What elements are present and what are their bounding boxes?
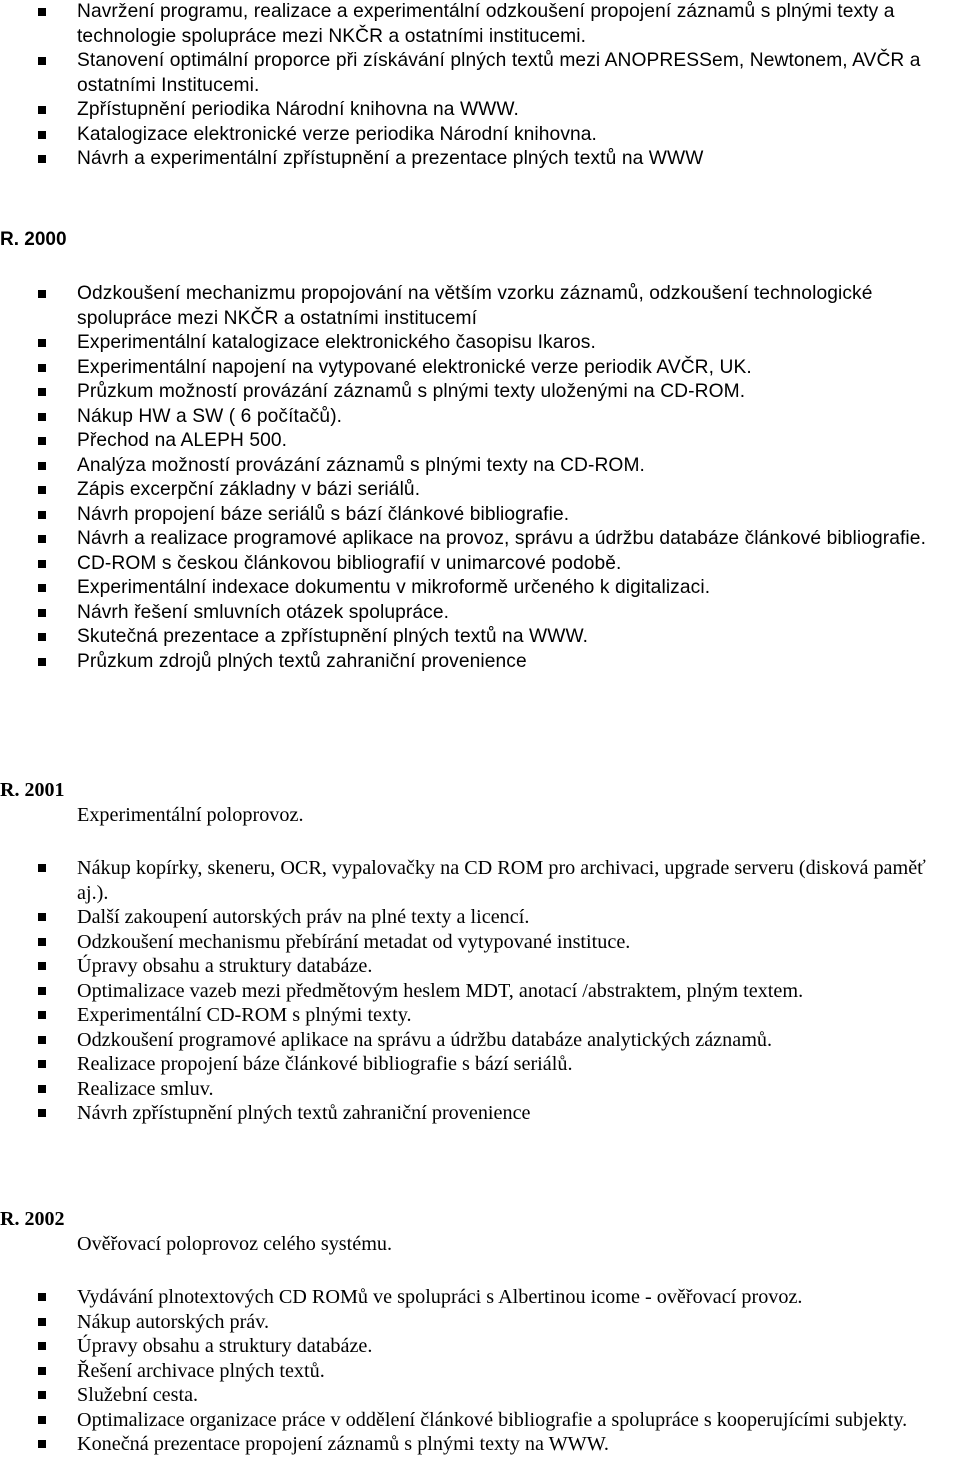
list-item: Návrh zpřístupnění plných textů zahraniční provenience — [0, 1101, 952, 1126]
list-item: Vydávání plnotextových CD ROMů ve spolupráci s Albertinou icome - ověřovací provoz. — [0, 1285, 952, 1310]
list-item: Úpravy obsahu a struktury databáze. — [0, 1334, 952, 1359]
list-item: Zpřístupnění periodika Národní knihovna na WWW. — [0, 98, 952, 123]
list-item: Nákup HW a SW ( 6 počítačů). — [0, 405, 952, 430]
list-item: Odzkoušení programové aplikace na správu a údržbu databáze analytických záznamů. — [0, 1028, 952, 1053]
list-item: Navržení programu, realizace a experimentální odzkoušení propojení záznamů s plnými texty a technologie spolupráce mezi NKČR a ostatními institucemi. — [0, 0, 952, 49]
list-item: Návrh propojení báze seriálů s bází článkové bibliografie. — [0, 503, 952, 528]
section-heading-2000: R. 2000 — [0, 229, 67, 250]
list-item: Analýza možností provázání záznamů s plnými texty na CD-ROM. — [0, 454, 952, 479]
list-item: Úpravy obsahu a struktury databáze. — [0, 954, 952, 979]
list-item: Řešení archivace plných textů. — [0, 1359, 952, 1384]
list-item: Experimentální indexace dokumentu v mikroformě určeného k digitalizaci. — [0, 576, 952, 601]
list-item: Průzkum zdrojů plných textů zahraniční provenience — [0, 650, 952, 675]
list-2001 — [0, 856, 952, 1126]
list-item: Průzkum možností provázání záznamů s plnými texty uloženými na CD-ROM. — [0, 380, 952, 405]
section-subtitle-2001: Experimentální poloprovoz. — [77, 804, 304, 826]
list-item: Přechod na ALEPH 500. — [0, 429, 952, 454]
list-item: Další zakoupení autorských práv na plné texty a licencí. — [0, 905, 952, 930]
list-item: Konečná prezentace propojení záznamů s plnými texty na WWW. — [0, 1432, 952, 1457]
list-item: Návrh řešení smluvních otázek spolupráce. — [0, 601, 952, 626]
list-item: Nákup autorských práv. — [0, 1310, 952, 1335]
intro-list — [0, 0, 952, 172]
list-item: Nákup kopírky, skeneru, OCR, vypalovačky na CD ROM pro archivaci, upgrade serveru (disková paměť aj.). — [0, 856, 952, 905]
list-item: Katalogizace elektronické verze periodika Národní knihovna. — [0, 123, 952, 148]
list-item: Služební cesta. — [0, 1383, 952, 1408]
list-item: Stanovení optimální proporce při získávání plných textů mezi ANOPRESSem, Newtonem, AVČR a ostatními Institucemi. — [0, 49, 952, 98]
list-item: Odzkoušení mechanismu přebírání metadat od vytypované instituce. — [0, 930, 952, 955]
list-item: CD-ROM s českou článkovou bibliografií v unimarcové podobě. — [0, 552, 952, 577]
list-item: Odzkoušení mechanizmu propojování na větším vzorku záznamů, odzkoušení technologické spolupráce mezi NKČR a ostatními institucemí — [0, 282, 952, 331]
list-item: Realizace smluv. — [0, 1077, 952, 1102]
list-item: Zápis excerpční základny v bázi seriálů. — [0, 478, 952, 503]
section-subtitle-2002: Ověřovací poloprovoz celého systému. — [77, 1233, 393, 1255]
list-2000 — [0, 282, 952, 674]
list-item: Experimentální napojení na vytypované elektronické verze periodik AVČR, UK. — [0, 356, 952, 381]
list-item: Experimentální CD-ROM s plnými texty. — [0, 1003, 952, 1028]
list-item: Optimalizace vazeb mezi předmětovým heslem MDT, anotací /abstraktem, plným textem. — [0, 979, 952, 1004]
list-item: Návrh a realizace programové aplikace na provoz, správu a údržbu databáze článkové bibliografie. — [0, 527, 952, 552]
list-2002 — [0, 1285, 952, 1457]
section-heading-2001: R. 2001 — [0, 779, 65, 801]
list-item: Skutečná prezentace a zpřístupnění plných textů na WWW. — [0, 625, 952, 650]
section-heading-2002: R. 2002 — [0, 1208, 65, 1230]
list-item: Optimalizace organizace práce v oddělení článkové bibliografie a spolupráce s kooperujícími subjekty. — [0, 1408, 952, 1433]
list-item: Návrh a experimentální zpřístupnění a prezentace plných textů na WWW — [0, 147, 952, 172]
list-item: Realizace propojení báze článkové bibliografie s bází seriálů. — [0, 1052, 952, 1077]
list-item: Experimentální katalogizace elektronického časopisu Ikaros. — [0, 331, 952, 356]
